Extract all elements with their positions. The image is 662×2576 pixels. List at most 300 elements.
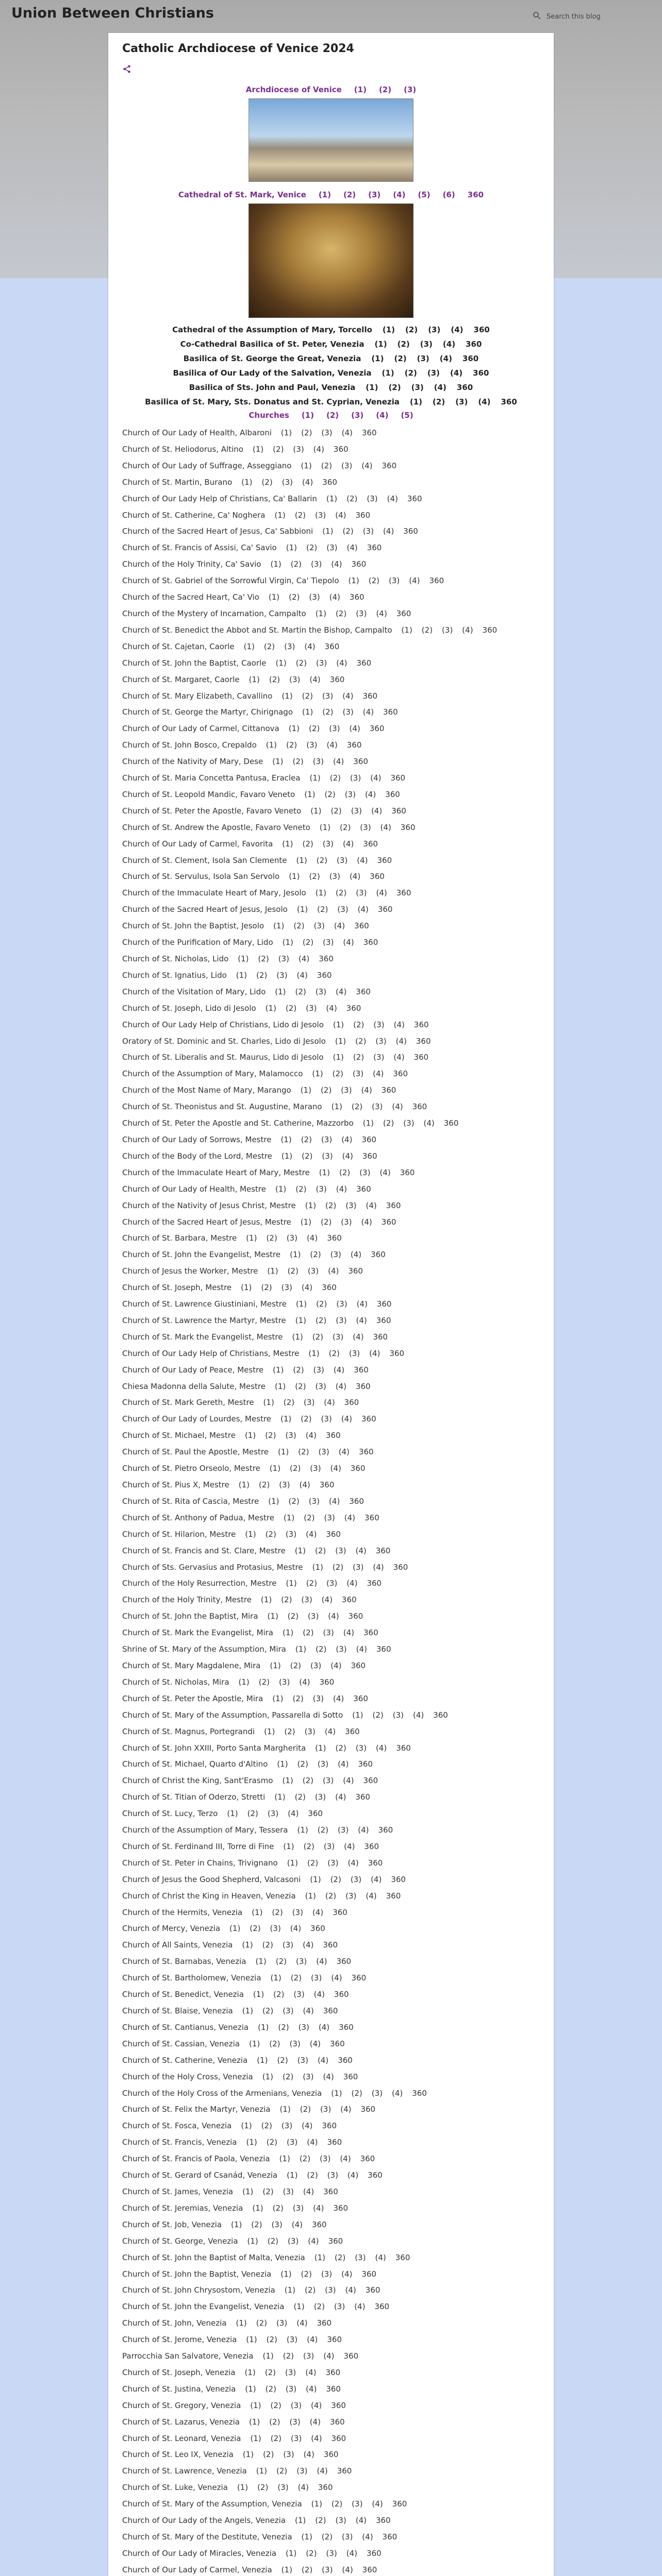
church-label[interactable]: Church of St. Gabriel of the Sorrowful Virgin, Ca' Tiepolo <box>122 576 339 586</box>
church-link[interactable]: 360 <box>346 740 362 750</box>
church-label[interactable]: Church of All Saints, Venezia <box>122 1940 233 1950</box>
church-link[interactable]: (2) <box>316 1299 327 1309</box>
church-link[interactable]: (4) <box>412 1710 424 1720</box>
church-label[interactable]: Church of St. Peter in Chains, Trivignano <box>122 1858 278 1868</box>
church-link[interactable]: (4) <box>291 2219 303 2229</box>
link-6[interactable]: (6) <box>442 190 455 199</box>
church-link[interactable]: 360 <box>361 1134 377 1144</box>
church-link[interactable]: 360 <box>319 954 334 963</box>
church-label[interactable]: Church of St. Felix the Martyr, Venezia <box>122 2105 271 2114</box>
major-church-link[interactable]: (1) <box>374 340 387 349</box>
church-link[interactable]: (4) <box>306 1529 317 1539</box>
church-link[interactable]: (1) <box>280 1134 292 1144</box>
church-link[interactable]: (1) <box>277 1759 288 1769</box>
church-label[interactable]: Church of the Holy Cross, Venezia <box>122 2072 253 2081</box>
church-link[interactable]: (4) <box>371 806 383 816</box>
church-label[interactable]: Church of Our Lady Help of Christians, Ca' Ballarin <box>122 494 317 503</box>
church-link[interactable]: (3) <box>325 2285 336 2295</box>
church-label[interactable]: Church of St. Catherine, Venezia <box>122 2055 248 2065</box>
church-link[interactable]: 360 <box>361 428 377 437</box>
church-label[interactable]: Church of the Nativity of Mary, Dese <box>122 757 263 767</box>
church-link[interactable]: (3) <box>322 839 334 849</box>
church-label[interactable]: Church of St. Catherine, Ca' Noghera <box>122 510 266 520</box>
church-link[interactable]: 360 <box>310 1924 325 1934</box>
church-label[interactable]: Church of Our Lady of Carmel, Venezia <box>122 2565 272 2574</box>
church-link[interactable]: (1) <box>300 1086 311 1095</box>
church-link[interactable]: 360 <box>328 2236 343 2246</box>
cathedral-photo[interactable] <box>249 204 413 318</box>
church-link[interactable]: (3) <box>276 2318 288 2328</box>
church-label[interactable]: Church of Mercy, Venezia <box>122 1924 221 1934</box>
church-link[interactable]: (3) <box>353 1562 364 1572</box>
church-link[interactable]: (1) <box>244 2367 256 2377</box>
church-label[interactable]: Church of St. Mark the Evangelist, Mira <box>122 1628 273 1638</box>
church-label[interactable]: Church of St. Ferdinand III, Torre di Fine <box>122 1841 274 1851</box>
church-label[interactable]: Church of St. John the Evangelist, Venezia <box>122 2302 285 2312</box>
church-label[interactable]: Church of St. Job, Venezia <box>122 2219 222 2229</box>
church-link[interactable]: 360 <box>330 2039 345 2048</box>
major-church-label[interactable]: Basilica of Our Lady of the Salvation, Venezia <box>173 368 372 378</box>
church-label[interactable]: Church of the Mystery of Incarnation, Campalto <box>122 608 306 618</box>
church-link[interactable]: (4) <box>333 1365 345 1375</box>
church-link[interactable]: 360 <box>395 2252 410 2262</box>
church-link[interactable]: (4) <box>304 641 316 651</box>
church-link[interactable]: (4) <box>346 1579 358 1588</box>
church-link[interactable]: (4) <box>356 1645 367 1654</box>
church-link[interactable]: (1) <box>260 1595 272 1605</box>
church-link[interactable]: (1) <box>295 1315 306 1325</box>
church-link[interactable]: (2) <box>339 1167 351 1177</box>
church-link[interactable]: (3) <box>350 1874 362 1884</box>
church-link[interactable]: (2) <box>270 2400 282 2410</box>
church-link[interactable]: (4) <box>371 1874 382 1884</box>
church-label[interactable]: Church of St. Gerard of Csanád, Venezia <box>122 2171 278 2180</box>
church-link[interactable]: (2) <box>285 1003 297 1013</box>
church-link[interactable]: (2) <box>295 1381 306 1391</box>
church-link[interactable]: (1) <box>270 1973 282 1983</box>
church-link[interactable]: (2) <box>303 1841 315 1851</box>
church-link[interactable]: 360 <box>400 1167 415 1177</box>
church-link[interactable]: (1) <box>286 1579 297 1588</box>
church-link[interactable]: (1) <box>311 2499 322 2509</box>
church-label[interactable]: Church of St. John, Venezia <box>122 2318 227 2328</box>
church-link[interactable]: (3) <box>318 1447 329 1457</box>
church-link[interactable]: (3) <box>330 1250 341 1260</box>
church-link[interactable]: 360 <box>336 1957 352 1967</box>
church-link[interactable]: (1) <box>295 1645 307 1654</box>
church-link[interactable]: 360 <box>329 674 345 684</box>
major-church-link[interactable]: (2) <box>388 383 401 392</box>
church-link[interactable]: 360 <box>376 1299 392 1309</box>
church-link[interactable]: (2) <box>330 806 342 816</box>
church-link[interactable]: (4) <box>328 1266 339 1276</box>
church-link[interactable]: (4) <box>342 691 354 701</box>
church-link[interactable]: (4) <box>324 1398 335 1408</box>
church-link[interactable]: (3) <box>326 2548 337 2558</box>
church-link[interactable]: (4) <box>307 2335 318 2345</box>
church-link[interactable]: 360 <box>333 1907 347 1917</box>
church-label[interactable]: Parrocchia San Salvatore, Venezia <box>122 2351 254 2361</box>
church-link[interactable]: (2) <box>307 1858 319 1868</box>
church-link[interactable]: (1) <box>279 2154 290 2164</box>
church-label[interactable]: Church of St. Andrew the Apostle, Favaro Veneto <box>122 822 310 832</box>
church-label[interactable]: Church of Sts. Gervasius and Protasius, Mestre <box>122 1562 303 1572</box>
church-link[interactable]: (1) <box>274 1381 286 1391</box>
church-link[interactable]: (2) <box>292 1693 304 1703</box>
church-link[interactable]: (3) <box>310 1660 322 1670</box>
church-link[interactable]: 360 <box>354 921 369 931</box>
church-link[interactable]: (3) <box>352 2499 363 2509</box>
church-link[interactable]: (4) <box>303 2187 315 2196</box>
church-link[interactable]: (4) <box>393 1020 405 1029</box>
church-link[interactable]: (3) <box>283 2450 294 2460</box>
church-link[interactable]: (1) <box>282 691 293 701</box>
church-link[interactable]: (3) <box>356 608 367 618</box>
church-link[interactable]: (4) <box>318 2022 330 2032</box>
church-link[interactable]: 360 <box>382 2532 398 2541</box>
church-link[interactable]: (1) <box>281 2565 292 2574</box>
church-label[interactable]: Church of the Nativity of Jesus Christ, Mestre <box>122 1200 296 1210</box>
church-link[interactable]: (2) <box>262 2187 274 2196</box>
church-link[interactable]: (3) <box>322 691 334 701</box>
church-link[interactable]: 360 <box>369 724 385 734</box>
church-link[interactable]: (4) <box>328 1496 340 1506</box>
church-link[interactable]: (3) <box>392 1710 404 1720</box>
church-link[interactable]: 360 <box>351 1973 367 1983</box>
link-1[interactable]: (1) <box>301 411 314 420</box>
church-link[interactable]: (2) <box>304 1513 315 1522</box>
church-link[interactable]: (4) <box>357 855 368 865</box>
church-link[interactable]: (4) <box>303 2450 315 2460</box>
church-link[interactable]: 360 <box>323 1940 338 1950</box>
church-label[interactable]: Church of St. Rita of Cascia, Mestre <box>122 1496 259 1506</box>
church-link[interactable]: (3) <box>355 2252 366 2262</box>
church-link[interactable]: (3) <box>285 1431 296 1440</box>
major-church-link[interactable]: (2) <box>404 368 417 378</box>
church-link[interactable]: 360 <box>363 1776 378 1786</box>
church-link[interactable]: (4) <box>308 2236 319 2246</box>
church-link[interactable]: (1) <box>269 1464 281 1473</box>
church-label[interactable]: Church of St. Cantianus, Venezia <box>122 2022 249 2032</box>
link-3[interactable]: (3) <box>368 190 381 199</box>
church-link[interactable]: (1) <box>281 1151 293 1161</box>
church-link[interactable]: (2) <box>368 576 379 586</box>
church-link[interactable]: 360 <box>348 1612 363 1621</box>
church-link[interactable]: 360 <box>317 2318 332 2328</box>
major-church-link[interactable]: (4) <box>451 325 464 334</box>
major-church-link[interactable]: (2) <box>394 354 407 363</box>
church-link[interactable]: (3) <box>286 2335 298 2345</box>
church-label[interactable]: Church of St. Margaret, Caorle <box>122 674 240 684</box>
church-link[interactable]: (3) <box>303 2072 314 2081</box>
church-link[interactable]: (1) <box>280 2269 292 2279</box>
church-link[interactable]: (3) <box>342 2532 353 2541</box>
church-link[interactable]: (2) <box>270 2433 282 2443</box>
church-link[interactable]: (1) <box>310 1874 321 1884</box>
church-link[interactable]: (3) <box>285 1529 297 1539</box>
church-label[interactable]: Church of St. John the Baptist, Caorle <box>122 658 267 668</box>
church-link[interactable]: 360 <box>327 2138 342 2147</box>
major-church-link[interactable]: 360 <box>473 368 489 378</box>
link-2[interactable]: (2) <box>378 85 392 94</box>
church-link[interactable]: (3) <box>315 510 326 520</box>
church-link[interactable]: (4) <box>362 707 374 717</box>
link-label[interactable]: Cathedral of St. Mark, Venice <box>178 190 306 199</box>
church-link[interactable]: 360 <box>343 2072 358 2081</box>
church-link[interactable]: (3) <box>372 1102 383 1112</box>
church-label[interactable]: Church of Our Lady of Peace, Mestre <box>122 1365 264 1375</box>
major-church-link[interactable]: (4) <box>450 368 463 378</box>
church-label[interactable]: Church of St. Maria Concetta Pantusa, Eraclea <box>122 773 301 783</box>
church-link[interactable]: (4) <box>370 773 382 783</box>
church-link[interactable]: (3) <box>309 592 320 602</box>
church-link[interactable]: (4) <box>303 2006 314 2015</box>
church-link[interactable]: (3) <box>306 1003 317 1013</box>
church-link[interactable]: (2) <box>335 1743 346 1753</box>
church-link[interactable]: (3) <box>310 1464 321 1473</box>
church-link[interactable]: (3) <box>289 2039 301 2048</box>
church-link[interactable]: (4) <box>305 2367 317 2377</box>
church-link[interactable]: (1) <box>245 2384 256 2394</box>
church-link[interactable]: (4) <box>311 2400 322 2410</box>
church-link[interactable]: 360 <box>358 1447 374 1457</box>
church-label[interactable]: Church of St. Lawrence the Martyr, Mestre <box>122 1315 286 1325</box>
church-label[interactable]: Church of St. Joseph, Lido di Jesolo <box>122 1003 256 1013</box>
church-link[interactable]: (4) <box>336 658 347 668</box>
church-link[interactable]: 360 <box>323 2450 339 2460</box>
church-link[interactable]: (4) <box>379 1167 391 1177</box>
church-label[interactable]: Church of the Purification of Mary, Lido <box>122 938 273 947</box>
church-link[interactable]: 360 <box>350 1464 366 1473</box>
major-church-link[interactable]: (1) <box>409 397 423 406</box>
church-label[interactable]: Church of St. Ignatius, Lido <box>122 970 227 980</box>
church-link[interactable]: (3) <box>293 1990 305 1999</box>
church-link[interactable]: 360 <box>391 806 406 816</box>
church-link[interactable]: (4) <box>349 872 361 882</box>
church-link[interactable]: (3) <box>329 724 340 734</box>
church-link[interactable]: (3) <box>373 1053 385 1062</box>
church-link[interactable]: (4) <box>331 560 342 569</box>
church-link[interactable]: 360 <box>433 1710 448 1720</box>
church-link[interactable]: (2) <box>321 461 332 470</box>
church-link[interactable]: (3) <box>289 2417 301 2427</box>
major-church-label[interactable]: Basilica of St. George the Great, Venezia <box>183 354 361 363</box>
church-link[interactable]: (3) <box>359 1167 371 1177</box>
church-link[interactable]: (3) <box>373 1020 385 1029</box>
church-link[interactable]: (2) <box>262 1940 273 1950</box>
church-label[interactable]: Church of the Most Name of Mary, Marango <box>122 1086 291 1095</box>
church-label[interactable]: Church of St. Servulus, Isola San Servolo <box>122 872 280 882</box>
church-link[interactable]: (1) <box>243 641 255 651</box>
church-link[interactable]: (3) <box>344 789 356 799</box>
church-link[interactable]: 360 <box>373 1332 388 1342</box>
church-label[interactable]: Church of St. Mark the Evangelist, Mestre <box>122 1332 283 1342</box>
church-label[interactable]: Church of the Sacred Heart, Ca' Vio <box>122 592 259 602</box>
church-link[interactable]: (3) <box>286 2138 298 2147</box>
church-link[interactable]: (4) <box>423 1118 435 1128</box>
church-link[interactable]: (3) <box>320 2105 332 2114</box>
church-link[interactable]: (1) <box>262 2072 273 2081</box>
church-link[interactable]: (1) <box>296 905 308 914</box>
church-link[interactable]: 360 <box>363 1628 378 1638</box>
major-church-link[interactable]: (3) <box>411 383 424 392</box>
church-link[interactable]: (2) <box>251 2219 262 2229</box>
church-link[interactable]: 360 <box>355 1381 371 1391</box>
church-link[interactable]: (2) <box>317 905 328 914</box>
church-link[interactable]: 360 <box>349 1496 364 1506</box>
church-link[interactable]: (1) <box>252 1907 263 1917</box>
church-link[interactable]: (3) <box>279 1677 290 1687</box>
church-link[interactable]: (4) <box>356 1299 368 1309</box>
church-link[interactable]: (4) <box>366 1200 377 1210</box>
share-icon[interactable] <box>122 64 133 75</box>
church-link[interactable]: (3) <box>327 1858 339 1868</box>
church-link[interactable]: (2) <box>302 1776 313 1786</box>
church-link[interactable]: (4) <box>299 1480 310 1489</box>
church-link[interactable]: 360 <box>375 1546 391 1555</box>
church-label[interactable]: Church of St. Leo IX, Venezia <box>122 2450 234 2460</box>
church-link[interactable]: (4) <box>312 1907 324 1917</box>
church-link[interactable]: (1) <box>268 592 280 602</box>
church-link[interactable]: (4) <box>309 2417 321 2427</box>
church-link[interactable]: 360 <box>361 2269 376 2279</box>
church-link[interactable]: (4) <box>343 1776 354 1786</box>
church-link[interactable]: 360 <box>377 905 393 914</box>
link-4[interactable]: (4) <box>393 190 406 199</box>
church-label[interactable]: Church of St. Mary Magdalene, Mira <box>122 1660 261 1670</box>
church-link[interactable]: (3) <box>326 1579 338 1588</box>
church-link[interactable]: (2) <box>308 724 320 734</box>
church-link[interactable]: 360 <box>407 494 422 503</box>
link-2[interactable]: (2) <box>326 411 339 420</box>
church-label[interactable]: Church of the Sacred Heart of Jesus, Jesolo <box>122 905 288 914</box>
church-link[interactable]: 360 <box>356 987 371 996</box>
church-link[interactable]: 360 <box>344 1398 359 1408</box>
church-link[interactable]: 360 <box>367 2548 382 2558</box>
church-label[interactable]: Church of St. Francis and St. Clare, Mestre <box>122 1546 286 1555</box>
church-label[interactable]: Church of Jesus the Good Shepherd, Valcasoni <box>122 1874 301 1884</box>
church-link[interactable]: (2) <box>346 494 358 503</box>
church-link[interactable]: (4) <box>357 905 369 914</box>
church-link[interactable]: (1) <box>326 494 338 503</box>
major-church-link[interactable]: 360 <box>462 354 479 363</box>
church-label[interactable]: Church of St. Leopold Mandic, Favaro Veneto <box>122 789 295 799</box>
church-link[interactable]: (1) <box>238 1480 250 1489</box>
church-link[interactable]: 360 <box>362 1151 377 1161</box>
church-link[interactable]: (3) <box>308 1612 319 1621</box>
church-link[interactable]: (4) <box>306 1233 318 1243</box>
church-link[interactable]: (1) <box>312 1069 323 1079</box>
church-link[interactable]: (2) <box>261 477 273 487</box>
church-link[interactable]: (3) <box>335 2516 346 2526</box>
major-church-link[interactable]: (4) <box>439 354 452 363</box>
church-link[interactable]: (2) <box>264 2367 276 2377</box>
church-link[interactable]: 360 <box>392 2499 407 2509</box>
church-label[interactable]: Church of St. Leonard, Venezia <box>122 2433 241 2443</box>
church-label[interactable]: Church of the Holy Resurrection, Mestre <box>122 1579 277 1588</box>
church-link[interactable]: (1) <box>296 855 307 865</box>
church-link[interactable]: (3) <box>316 1184 327 1194</box>
church-link[interactable]: (1) <box>255 1957 267 1967</box>
church-link[interactable]: (4) <box>313 2203 324 2213</box>
church-link[interactable]: (1) <box>305 1200 317 1210</box>
church-link[interactable]: (1) <box>300 1217 312 1227</box>
church-link[interactable]: (3) <box>341 1086 352 1095</box>
church-link[interactable]: (1) <box>282 938 293 947</box>
church-link[interactable]: 360 <box>378 1825 393 1835</box>
church-link[interactable]: (3) <box>317 1759 329 1769</box>
church-link[interactable]: (4) <box>316 1957 327 1967</box>
church-link[interactable]: 360 <box>331 2433 346 2443</box>
church-link[interactable]: (3) <box>335 1546 346 1555</box>
church-link[interactable]: (2) <box>293 921 305 931</box>
church-label[interactable]: Church of St. Francis of Paola, Venezia <box>122 2154 270 2164</box>
church-link[interactable]: (4) <box>343 938 354 947</box>
church-label[interactable]: Church of St. George the Martyr, Chirignago <box>122 707 293 717</box>
church-link[interactable]: (4) <box>338 1447 350 1457</box>
church-label[interactable]: Church of St. Cassian, Venezia <box>122 2039 240 2048</box>
church-link[interactable]: 360 <box>375 2516 391 2526</box>
church-link[interactable]: (3) <box>320 2154 331 2164</box>
major-church-label[interactable]: Co-Cathedral Basilica of St. Peter, Venezia <box>180 340 365 349</box>
church-link[interactable]: 360 <box>353 1693 368 1703</box>
church-link[interactable]: (3) <box>308 1496 320 1506</box>
church-link[interactable]: (2) <box>275 1957 287 1967</box>
church-link[interactable]: 360 <box>356 1184 371 1194</box>
church-label[interactable]: Church of St. Heliodorus, Altino <box>122 444 243 454</box>
church-link[interactable]: (2) <box>315 1315 327 1325</box>
church-link[interactable]: (4) <box>317 2055 329 2065</box>
church-label[interactable]: Church of the Body of the Lord, Mestre <box>122 1151 272 1161</box>
church-link[interactable]: (4) <box>373 1562 384 1572</box>
church-link[interactable]: (2) <box>294 510 306 520</box>
church-link[interactable]: (3) <box>286 1233 297 1243</box>
church-link[interactable]: (2) <box>322 707 334 717</box>
church-link[interactable]: 360 <box>400 822 416 832</box>
link-7[interactable]: 360 <box>467 190 484 199</box>
church-link[interactable]: (2) <box>316 855 328 865</box>
church-link[interactable]: (4) <box>328 1612 339 1621</box>
church-link[interactable]: 360 <box>345 1726 360 1736</box>
church-link[interactable]: (4) <box>346 2548 358 2558</box>
church-link[interactable]: (3) <box>289 674 301 684</box>
major-church-link[interactable]: (2) <box>405 325 418 334</box>
church-label[interactable]: Church of St. Joseph, Mestre <box>122 1283 232 1293</box>
church-link[interactable]: (4) <box>462 625 473 635</box>
church-link[interactable]: 360 <box>327 2335 342 2345</box>
church-link[interactable]: (3) <box>315 1792 326 1802</box>
church-link[interactable]: (4) <box>355 1546 367 1555</box>
church-link[interactable]: (2) <box>306 2548 317 2558</box>
church-link[interactable]: (2) <box>278 2022 289 2032</box>
link-4[interactable]: (4) <box>376 411 389 420</box>
church-link[interactable]: (4) <box>369 1348 380 1358</box>
church-label[interactable]: Church of St. Pietro Orseolo, Mestre <box>122 1464 260 1473</box>
church-label[interactable]: Church of St. Nicholas, Mira <box>122 1677 229 1687</box>
church-link[interactable]: 360 <box>365 2285 380 2295</box>
church-link[interactable]: (4) <box>380 822 391 832</box>
church-link[interactable]: (2) <box>310 1250 321 1260</box>
church-label[interactable]: Church of Our Lady of Carmel, Favorita <box>122 839 273 849</box>
church-label[interactable]: Church of St. Fosca, Venezia <box>122 2121 232 2131</box>
church-link[interactable]: (4) <box>345 2285 356 2295</box>
church-link[interactable]: (3) <box>334 2302 345 2312</box>
church-link[interactable]: (1) <box>242 2450 254 2460</box>
church-link[interactable]: (4) <box>354 2302 366 2312</box>
church-label[interactable]: Church of St. Barbara, Mestre <box>122 1233 237 1243</box>
church-link[interactable]: (1) <box>315 1743 326 1753</box>
church-link[interactable]: (2) <box>325 1200 337 1210</box>
